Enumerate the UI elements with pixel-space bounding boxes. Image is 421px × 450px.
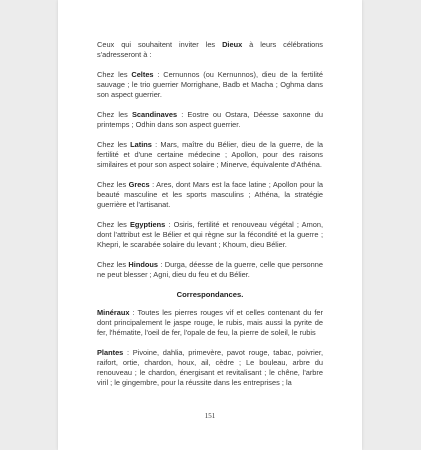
correspondance-paragraph-plantes: [97, 348, 323, 388]
culture-text: : Eostre ou Ostara, Déesse saxonne du printemps ; Odhin dans son aspect guerrier.: [97, 110, 324, 129]
culture-label: Chez les: [97, 140, 131, 149]
intro-bold-gods: Dieux: [222, 40, 243, 49]
culture-paragraph-grecs: [97, 180, 323, 210]
culture-name: Grecs: [128, 180, 150, 189]
culture-paragraph-celtes: [97, 70, 323, 100]
culture-label: Chez les: [97, 70, 132, 79]
culture-text: : Cernunnos (ou Kernunnos), dieu de la fertilité sauvage ; le trio guerrier Morrighane, Badb et Macha ; Oghma dans son aspect guerrier.: [97, 70, 324, 99]
culture-name: Scandinaves: [131, 110, 178, 119]
correspondance-name: Minéraux: [97, 308, 130, 317]
culture-name: Egyptiens: [129, 220, 166, 229]
intro-text-before: Ceux qui souhaitent inviter les: [97, 40, 223, 49]
culture-label: Chez les: [97, 110, 132, 119]
culture-text: : Ares, dont Mars est la face latine ; Apollon pour la beauté masculine et les sports masculins ; Athéna, la stratégie guerrière et l'artisanat.: [97, 180, 324, 209]
culture-label: Chez les: [97, 180, 129, 189]
culture-name: Hindous: [128, 260, 158, 269]
correspondance-text: : Toutes les pierres rouges vif et celles contenant du fer dont principalement le jaspe rouge, le rubis, mais aussi la pyrite de fer, l'hématite, l'oeil de fer, l'opale de feu, la pierre de soleil, le rubis: [97, 308, 323, 337]
culture-paragraph-latins: [97, 140, 323, 170]
culture-paragraph-egyptiens: [97, 220, 323, 250]
culture-paragraph-scandinaves: [97, 110, 323, 130]
culture-label: Chez les: [97, 220, 130, 229]
culture-text: : Osiris, fertilité et renouveau végétal ; Amon, dont l'attribut est le Bélier et qui règne sur la fécondité et la guerre ; Khepri, le scarabée solaire du levant ; Khoum, dieu Bélier.: [97, 220, 323, 249]
correspondance-paragraph-mineraux: [97, 308, 323, 338]
intro-text-after: à leurs célébrations s'adresseront à :: [97, 40, 324, 59]
culture-name: Celtes: [131, 70, 154, 79]
correspondance-text: : Pivoine, dahlia, primevère, pavot rouge, tabac, poivrier, raifort, ortie, chardon, houx, ail, cèdre ; Le bouleau, arbre du renouveau ; le chardon, énergisant et revitalisant ; le chêne, l'arbre viril ; le gingembre, pour la réussite dans les entreprises ; la: [97, 348, 323, 387]
culture-text: : Mars, maître du Bélier, dieu de la guerre, de la fertilité et d'une certaine médecine ; Apollon, pour des raisons similaires et pour son aspect solaire ; Minerve, équivalente d'Athéna.: [97, 140, 323, 169]
page-content: [97, 40, 323, 398]
correspondance-name: Plantes: [97, 348, 124, 357]
section-heading: Correspondances.: [176, 290, 244, 299]
document-page: [58, 0, 362, 450]
culture-label: Chez les: [97, 260, 129, 269]
page-number: 151: [204, 412, 216, 420]
culture-paragraph-hindous: [97, 260, 323, 280]
intro-paragraph: [97, 40, 323, 60]
culture-name: Latins: [130, 140, 152, 149]
culture-text: : Durga, déesse de la guerre, celle que personne ne peut blesser ; Agni, dieu du feu et du Bélier.: [97, 260, 323, 279]
